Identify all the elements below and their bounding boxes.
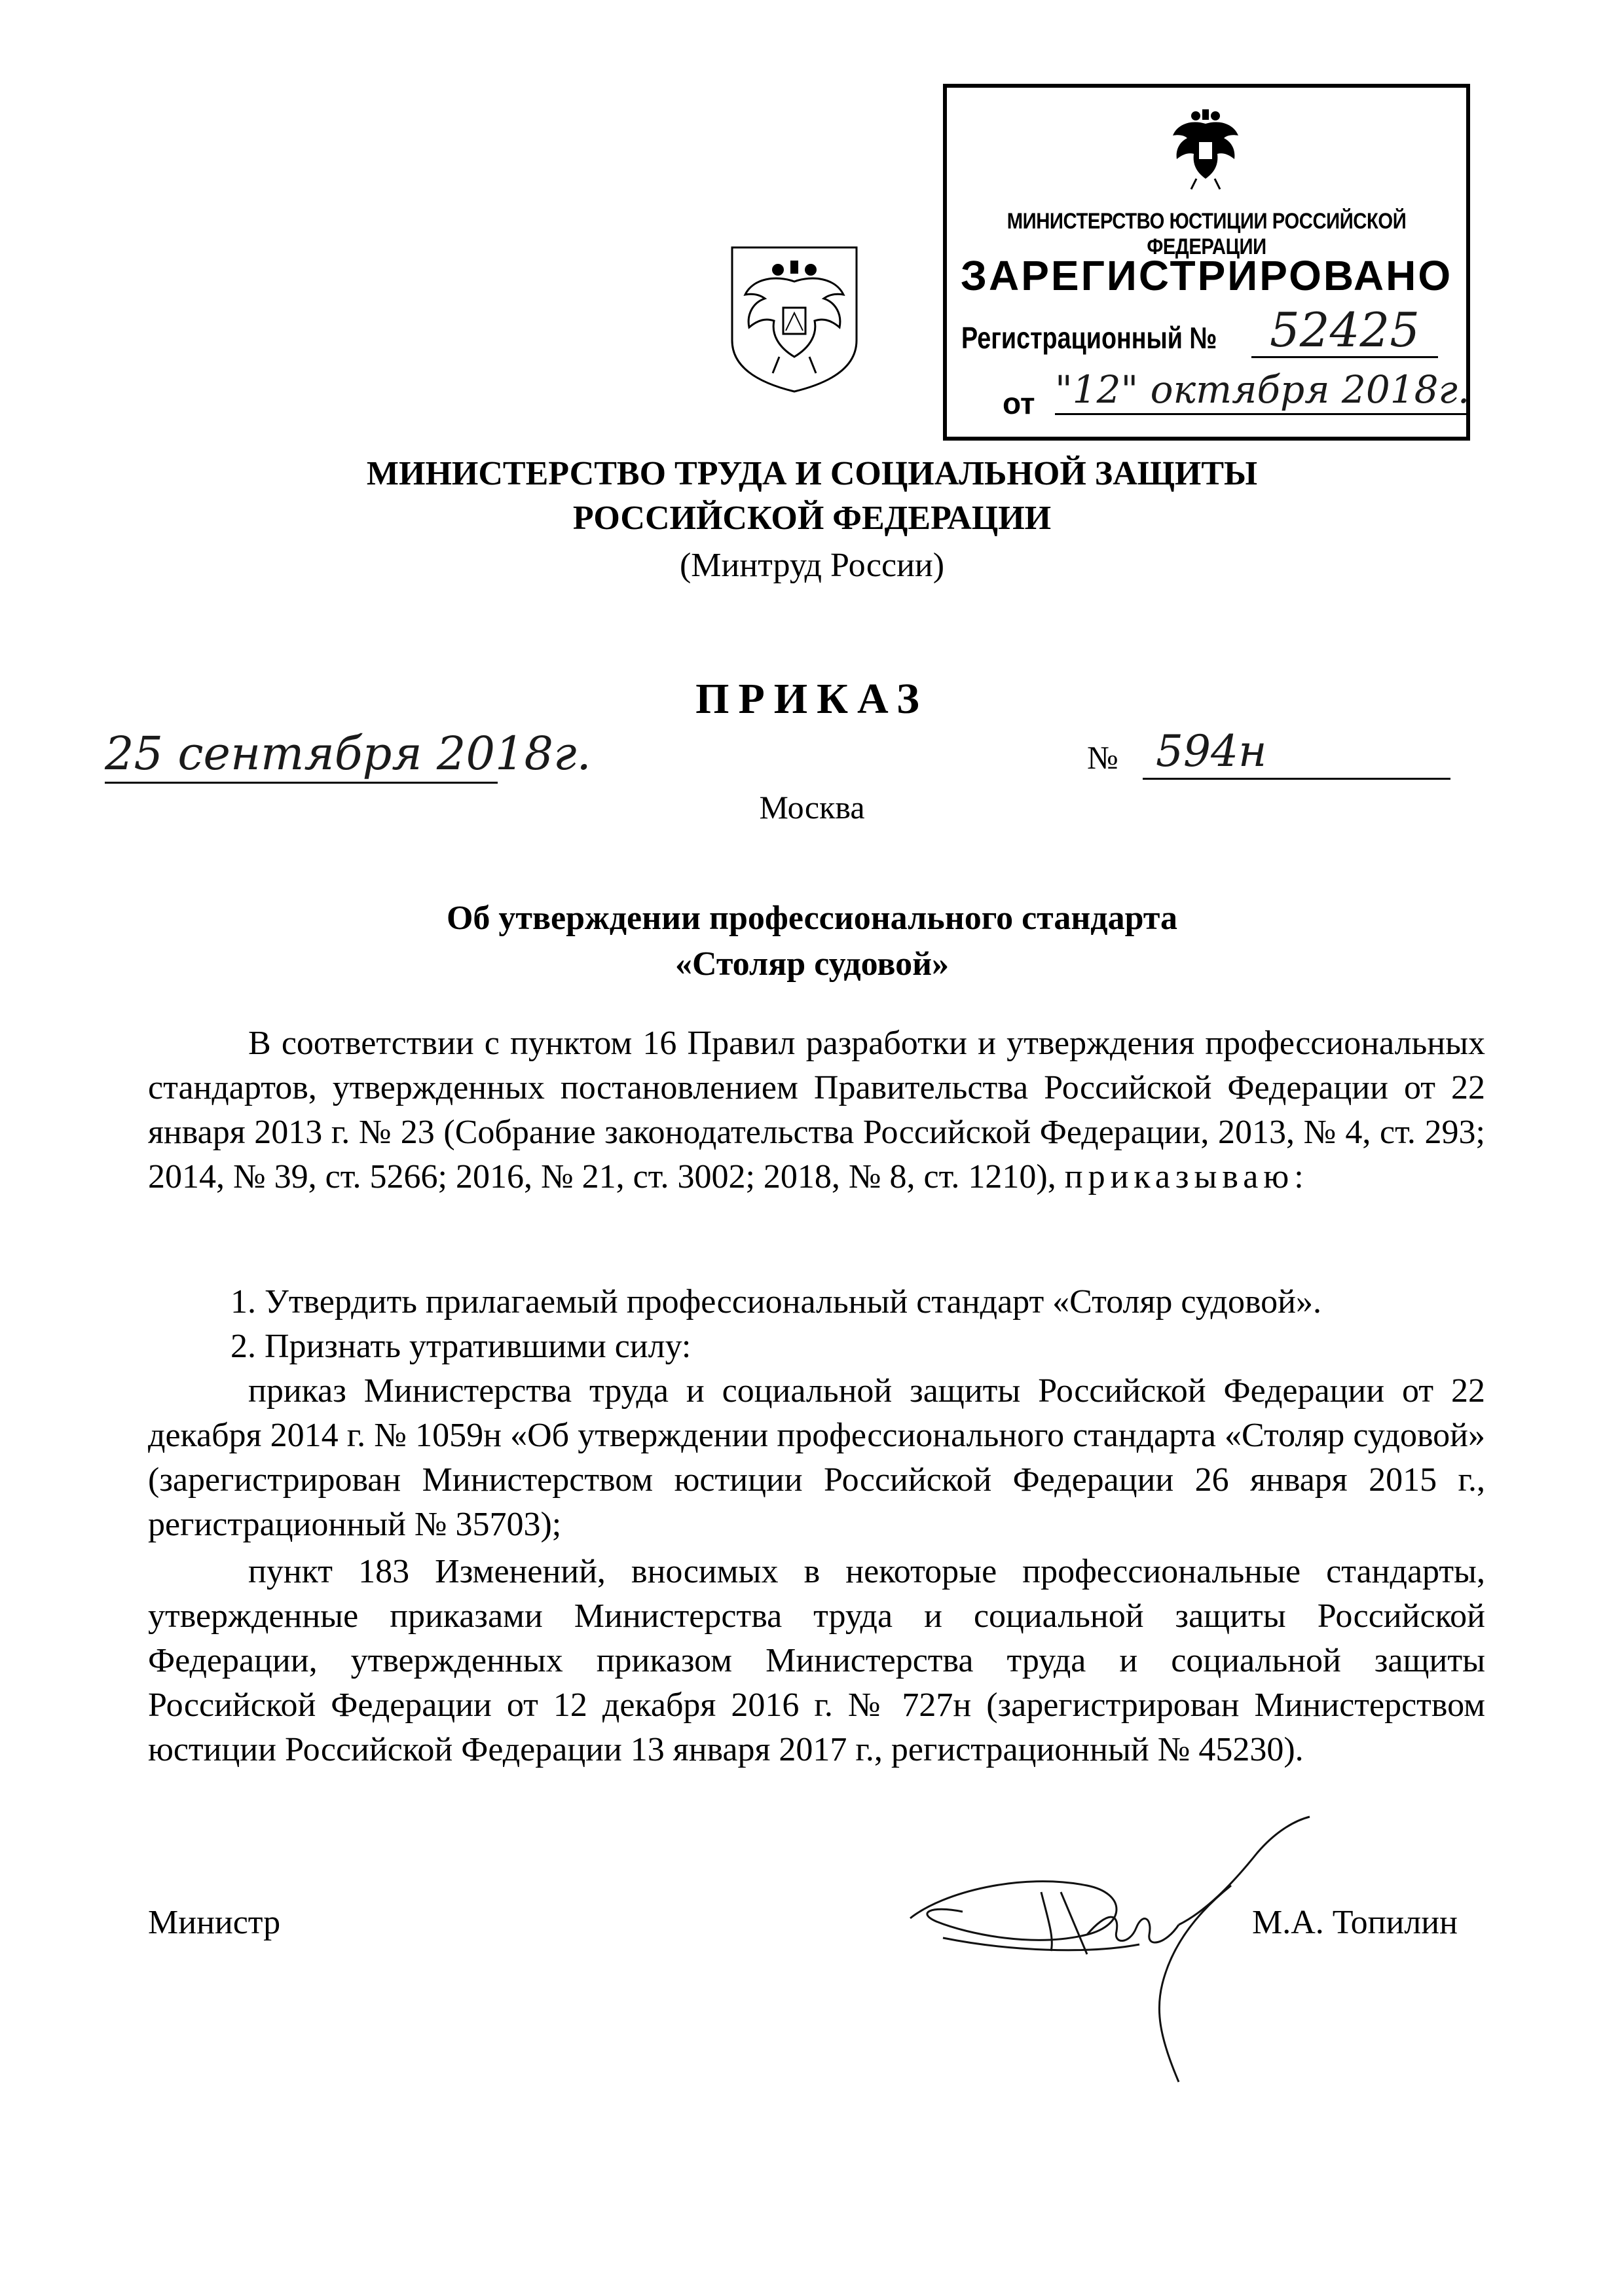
ministry-name-line1: МИНИСТЕРСТВО ТРУДА И СОЦИАЛЬНОЙ ЗАЩИТЫ: [366, 455, 1258, 492]
ministry-name-line2: РОССИЙСКОЙ ФЕДЕРАЦИИ: [572, 500, 1052, 537]
order-title: ПРИКАЗ: [695, 675, 929, 723]
signer-title: Министр: [148, 1904, 281, 1941]
city: Москва: [759, 789, 865, 826]
handwritten-signature: [891, 1813, 1362, 2088]
stamp-date-label: от: [1003, 386, 1035, 420]
ministry-name: [0, 452, 1624, 541]
stamp-date: "12" октября 2018г.: [1055, 366, 1469, 415]
order-subject-line2: «Столяр судовой»: [674, 945, 950, 983]
order-date: 25 сентября 2018г.: [105, 725, 498, 784]
order-subject: [0, 896, 1624, 987]
order-word: приказываю:: [1064, 1158, 1309, 1195]
signer-name: М.А. Топилин: [1252, 1904, 1458, 1941]
repealed-act-1: приказ Министерства труда и социальной защиты Российской Федерации от 22 декабря 2014 г. № 1059н «Об утверждении профессионального стандарта «Столяр судовой» (зарегистрирован Министерством юстиции Российской Федерации 26 января 2015 г., регистрационный № 35703);: [148, 1372, 1485, 1543]
stamp-ministry: МИНИСТЕРСТВО ЮСТИЦИИ РОССИЙСКОЙ ФЕДЕРАЦИИ: [1006, 209, 1407, 259]
registration-stamp: [943, 84, 1470, 441]
stamp-emblem: [1166, 104, 1245, 192]
intro-paragraph: [148, 1021, 1485, 1199]
order-item-2: 2. Признать утратившими силу:: [231, 1328, 692, 1365]
order-number: 594н: [1143, 723, 1450, 780]
state-emblem: [727, 242, 862, 397]
intro-text: В соответствии с пунктом 16 Правил разработки и утверждения профессиональных стандартов, утвержденных постановлением Правительства Российской Федерации от 22 января 2013 г. № 23 (Собрание законодательства Российской Федерации, 2013, № 4, ст. 293; 2014, № 39, ст. 5266; 2016, № 21, ст. 3002; 2018, № 8, ст. 1210),: [148, 1025, 1485, 1195]
order-subject-line1: Об утверждении профессионального стандарта: [446, 900, 1178, 937]
repealed-act-2: пункт 183 Изменений, вносимых в некоторые профессиональные стандарты, утвержденные приказами Министерства труда и социальной защиты Российской Федерации, утвержденных приказом Министерства труда и социальной защиты Российской Федерации от 12 декабря 2016 г. № 727н (зарегистрирован Министерством юстиции Российской Федерации 13 января 2017 г., регистрационный № 45230).: [148, 1553, 1485, 1768]
stamp-registration-label: Регистрационный №: [961, 321, 1217, 355]
ministry-short-name: (Минтруд России): [679, 547, 945, 584]
order-number-label: №: [1087, 739, 1118, 776]
stamp-registration-number: 52425: [1251, 304, 1438, 358]
stamp-registered-label: ЗАРЕГИСТРИРОВАНО: [960, 252, 1453, 299]
order-item-1: 1. Утвердить прилагаемый профессиональный стандарт «Столяр судовой».: [231, 1283, 1322, 1321]
